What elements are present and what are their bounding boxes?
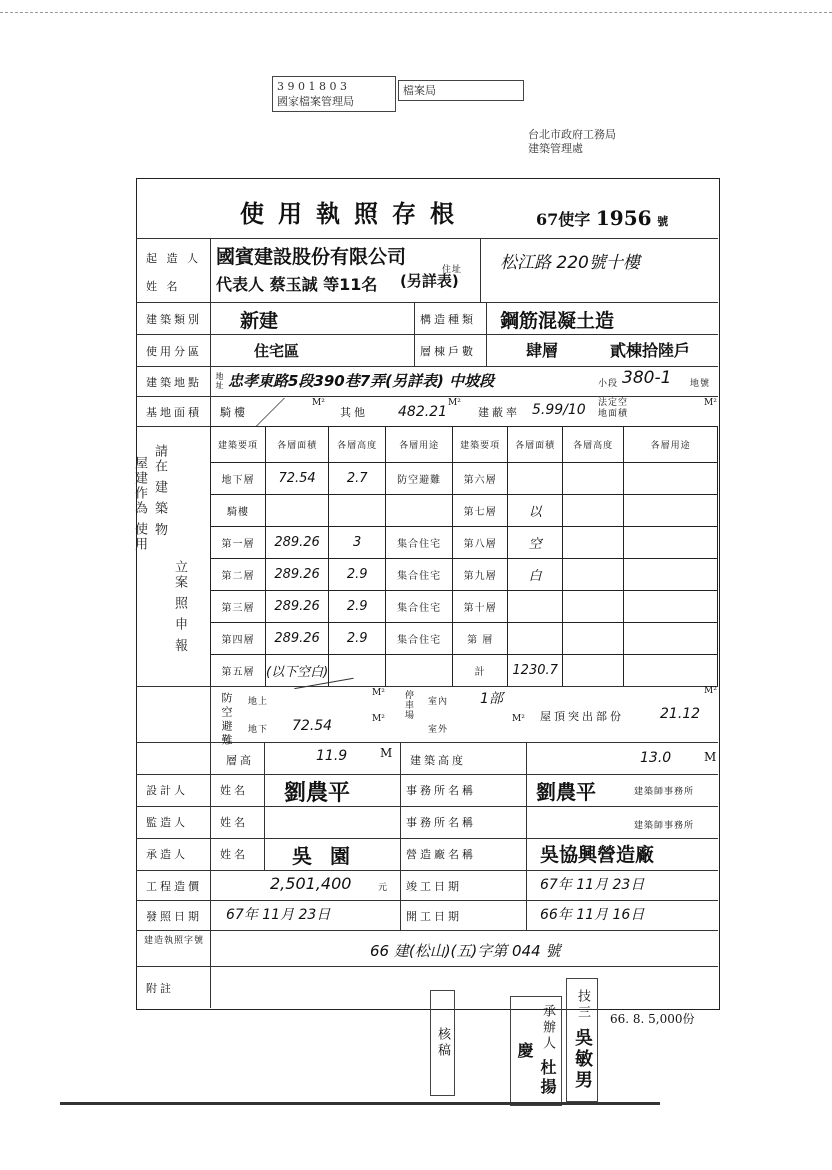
floor-use: 防空避難	[386, 463, 453, 495]
site-label: 建築地點	[146, 376, 202, 389]
floor-table	[210, 426, 718, 687]
floor-row	[211, 463, 718, 495]
start-date-value: 66年 11月 16日	[540, 907, 645, 923]
license-no: 1956	[595, 206, 652, 230]
unit-m2: M²	[704, 686, 717, 696]
parking-indoor-label: 室內	[428, 697, 449, 707]
parking-label: 停車場	[403, 690, 413, 720]
row-line	[136, 774, 718, 775]
archive-stamp-number: 3 9 0 1 8 0 3	[277, 80, 347, 93]
floor-name: 第十層	[453, 591, 508, 623]
shelter-below-label: 地下	[248, 725, 269, 735]
license-suffix: 號	[657, 215, 669, 228]
lot-label: 小段	[598, 379, 619, 389]
floor-area	[508, 591, 563, 623]
col-header: 各層用途	[386, 427, 453, 463]
building-height-label: 建築高度	[410, 754, 466, 767]
floor-height	[563, 591, 624, 623]
approval-stamp-b-role: 承辦人	[540, 1004, 555, 1053]
floor-height	[563, 527, 624, 559]
col-header: 各層高度	[563, 427, 624, 463]
floor-row	[211, 559, 718, 591]
floor-area: (以下空白)	[266, 655, 329, 687]
floor-use	[624, 655, 718, 687]
approval-stamp-c-title: 技三	[575, 988, 590, 1021]
complete-date-label: 竣工日期	[406, 880, 462, 893]
issue-date-label: 發照日期	[146, 910, 202, 923]
floor-row	[211, 527, 718, 559]
floor-area: 72.54	[266, 463, 329, 495]
parking-outdoor-label: 室外	[428, 725, 449, 735]
floor-height: 2.7	[329, 463, 386, 495]
col-line	[210, 686, 211, 1008]
floor-name: 第八層	[453, 527, 508, 559]
shelter-below-value: 72.54	[292, 718, 333, 734]
office-label: 事務所名稱	[406, 816, 476, 829]
builder-label-b: 姓 名	[146, 280, 181, 293]
floor-height	[563, 655, 624, 687]
floor-area	[508, 623, 563, 655]
floor-name: 地下層	[211, 463, 266, 495]
floor-use	[624, 623, 718, 655]
floor-area: 1230.7	[508, 655, 563, 687]
floor-name: 第四層	[211, 623, 266, 655]
approval-stamp-c-name: 吳敏男	[572, 1028, 593, 1092]
address-label: 住址	[442, 265, 463, 275]
col-header: 建築要項	[453, 427, 508, 463]
floor-height: 2.9	[329, 591, 386, 623]
floor-name: 第三層	[211, 591, 266, 623]
col-header: 各層高度	[329, 427, 386, 463]
supervisor-label: 監造人	[146, 816, 188, 829]
floor-use	[624, 559, 718, 591]
cost-label: 工程造價	[146, 880, 202, 893]
license-char: 字	[574, 210, 591, 229]
lot-value: 380-1	[622, 368, 672, 388]
building-height-value: 13.0	[640, 750, 672, 766]
floor-area: 289.26	[266, 559, 329, 591]
cost-unit: 元	[378, 883, 389, 893]
floor-row	[211, 495, 718, 527]
row-line	[136, 334, 718, 335]
floor-use	[386, 495, 453, 527]
floor-name: 第五層	[211, 655, 266, 687]
builder-label-a: 起 造 人	[146, 252, 201, 265]
floor-use	[624, 463, 718, 495]
floor-area: 289.26	[266, 591, 329, 623]
site-small-label: 地址	[215, 372, 224, 390]
arcade-label: 騎樓	[220, 406, 248, 419]
designer-office-suffix: 建築師事務所	[634, 787, 695, 797]
row-line	[136, 806, 718, 807]
unit-m2: M²	[312, 398, 325, 408]
floor-use: 集合住宅	[386, 559, 453, 591]
other-value: 482.21	[398, 404, 447, 420]
building-type-value: 新建	[240, 310, 279, 332]
unit-m2: M²	[512, 714, 525, 724]
side-note-2: 屋建作為 使用	[132, 456, 147, 553]
floor-area: 289.26	[266, 527, 329, 559]
col-header: 各層用途	[624, 427, 718, 463]
builder-see-list-stamp: (另詳表)	[400, 272, 459, 290]
factory-label: 營造廠名稱	[406, 848, 476, 861]
approval-stamp-b	[510, 996, 562, 1106]
address-value: 松江路 220號十樓	[500, 253, 640, 273]
row-line	[136, 870, 718, 871]
approval-stamp-b-name: 杜揚慶	[515, 1041, 557, 1098]
license-year: 67	[536, 210, 559, 229]
floor-row	[211, 591, 718, 623]
col-line	[210, 238, 211, 426]
row-line	[136, 838, 718, 839]
designer-name: 劉農平	[284, 781, 351, 806]
contractor-factory: 吳協興營造廠	[540, 844, 655, 866]
unit-m2: M²	[372, 714, 385, 724]
floor-row	[211, 623, 718, 655]
lot-suffix: 地號	[690, 379, 711, 389]
archive-bureau-stamp-text: 檔案局	[403, 84, 436, 97]
supervisor-office-suffix: 建築師事務所	[634, 821, 695, 831]
designer-office: 劉農平	[536, 780, 596, 804]
archive-stamp-agency: 國家檔案管理局	[277, 95, 354, 108]
builder-representative: 代表人 蔡玉誠 等11名	[216, 275, 378, 294]
print-info: 66. 8. 5,000份	[610, 1012, 695, 1026]
floors-label: 層棟戶數	[420, 345, 476, 358]
other-label: 其他	[340, 406, 368, 419]
unit-m2: M²	[704, 398, 717, 408]
issue-date-value: 67年 11月 23日	[226, 907, 331, 923]
col-line	[480, 238, 481, 302]
floor-name: 第六層	[453, 463, 508, 495]
structure-label: 構造種類	[420, 313, 476, 326]
permit-label: 建造執照字號	[144, 936, 205, 946]
builder-company: 國賓建設股份有限公司	[216, 246, 407, 268]
archive-stamp	[272, 76, 396, 112]
unit-m2: M²	[372, 688, 385, 698]
floor-use: 集合住宅	[386, 591, 453, 623]
row-line	[136, 238, 718, 239]
unit-m: M	[704, 750, 717, 764]
floor-height	[563, 463, 624, 495]
col-line	[264, 742, 265, 870]
floors-value: 肆層	[526, 341, 559, 360]
name-label: 姓名	[220, 784, 248, 797]
floor-height	[563, 559, 624, 591]
floor-use	[624, 591, 718, 623]
building-type-label: 建築類別	[146, 313, 202, 326]
row-line	[136, 396, 718, 397]
coverage-label: 建蔽率	[478, 406, 520, 419]
permit-value: 66 建(松山)(五)字第 044 號	[370, 942, 561, 960]
office-stamp	[528, 128, 616, 156]
legal-open-area-label: 法定空地面積	[598, 398, 629, 419]
floor-height-label: 層高	[226, 754, 254, 767]
office-stamp-line2: 建築管理處	[528, 142, 583, 155]
approval-stamp-c	[566, 978, 598, 1102]
coverage-value: 5.99/10	[532, 402, 586, 418]
floor-use: 集合住宅	[386, 527, 453, 559]
floor-rows	[211, 463, 718, 687]
floor-name: 騎樓	[211, 495, 266, 527]
contractor-name: 吳園	[292, 844, 368, 868]
row-line	[136, 366, 718, 367]
floor-name: 第二層	[211, 559, 266, 591]
floor-height	[329, 495, 386, 527]
unit-m: M	[380, 746, 393, 760]
floor-area: 以	[508, 495, 563, 527]
use-zone-label: 使用分區	[146, 345, 202, 358]
side-note-3: 立案 照 申 報	[172, 560, 187, 654]
roof-value: 21.12	[660, 706, 701, 722]
structure-value: 鋼筋混凝土造	[500, 310, 615, 332]
side-note-1: 請在 建 築 物	[152, 444, 167, 538]
complete-date-value: 67年 11月 23日	[540, 877, 645, 893]
shelter-label: 防空避難	[220, 692, 233, 748]
col-line	[414, 302, 415, 366]
base-area-label: 基地面積	[146, 406, 202, 419]
name-label: 姓名	[220, 816, 248, 829]
approval-stamp-a	[430, 990, 455, 1096]
row-line	[136, 686, 718, 687]
floor-name: 第七層	[453, 495, 508, 527]
col-line	[526, 742, 527, 930]
row-line	[136, 930, 718, 931]
col-header: 建築要項	[211, 427, 266, 463]
floor-height: 3	[329, 527, 386, 559]
col-line	[486, 302, 487, 366]
floor-area: 白	[508, 559, 563, 591]
cost-value: 2,501,400	[270, 874, 352, 893]
floor-area	[508, 463, 563, 495]
roof-label: 屋頂突出部份	[540, 710, 624, 723]
floor-height	[563, 623, 624, 655]
row-line	[136, 966, 718, 967]
floor-area: 289.26	[266, 623, 329, 655]
units-value: 貳棟拾陸戶	[610, 341, 691, 360]
archive-bureau-stamp	[398, 80, 524, 101]
floor-height-value: 11.9	[316, 748, 348, 764]
floor-name: 第一層	[211, 527, 266, 559]
parking-value: 1部	[480, 691, 503, 707]
shelter-above-label: 地上	[248, 697, 269, 707]
row-line	[136, 900, 718, 901]
scan-top-edge	[0, 12, 832, 14]
scan-edge	[60, 1102, 660, 1105]
license-number	[536, 206, 668, 230]
floor-use: 集合住宅	[386, 623, 453, 655]
note-label: 附註	[146, 982, 174, 995]
floor-height	[563, 495, 624, 527]
floor-use	[624, 527, 718, 559]
designer-label: 設計人	[146, 784, 188, 797]
contractor-label: 承造人	[146, 848, 188, 861]
name-label: 姓名	[220, 848, 248, 861]
floor-area: 空	[508, 527, 563, 559]
office-stamp-line1: 台北市政府工務局	[528, 128, 616, 141]
start-date-label: 開工日期	[406, 910, 462, 923]
site-value: 忠孝東路5段390巷7弄(另詳表) 中坡段	[228, 372, 495, 390]
license-prefix: 使	[558, 210, 575, 229]
floor-use	[386, 655, 453, 687]
floor-height: 2.9	[329, 559, 386, 591]
use-zone-value: 住宅區	[254, 342, 300, 360]
floor-name: 第 層	[453, 623, 508, 655]
col-line	[400, 742, 401, 930]
row-line	[136, 302, 718, 303]
approval-stamp-a-text: 核稿	[435, 1027, 450, 1059]
floor-height: 2.9	[329, 623, 386, 655]
floor-use	[624, 495, 718, 527]
col-header: 各層面積	[508, 427, 563, 463]
floor-name: 計	[453, 655, 508, 687]
form-title: 使用執照存根	[240, 199, 468, 228]
floor-area	[266, 495, 329, 527]
office-label: 事務所名稱	[406, 784, 476, 797]
col-header: 各層面積	[266, 427, 329, 463]
floor-row	[211, 655, 718, 687]
floor-name: 第九層	[453, 559, 508, 591]
unit-m2: M²	[448, 398, 461, 408]
